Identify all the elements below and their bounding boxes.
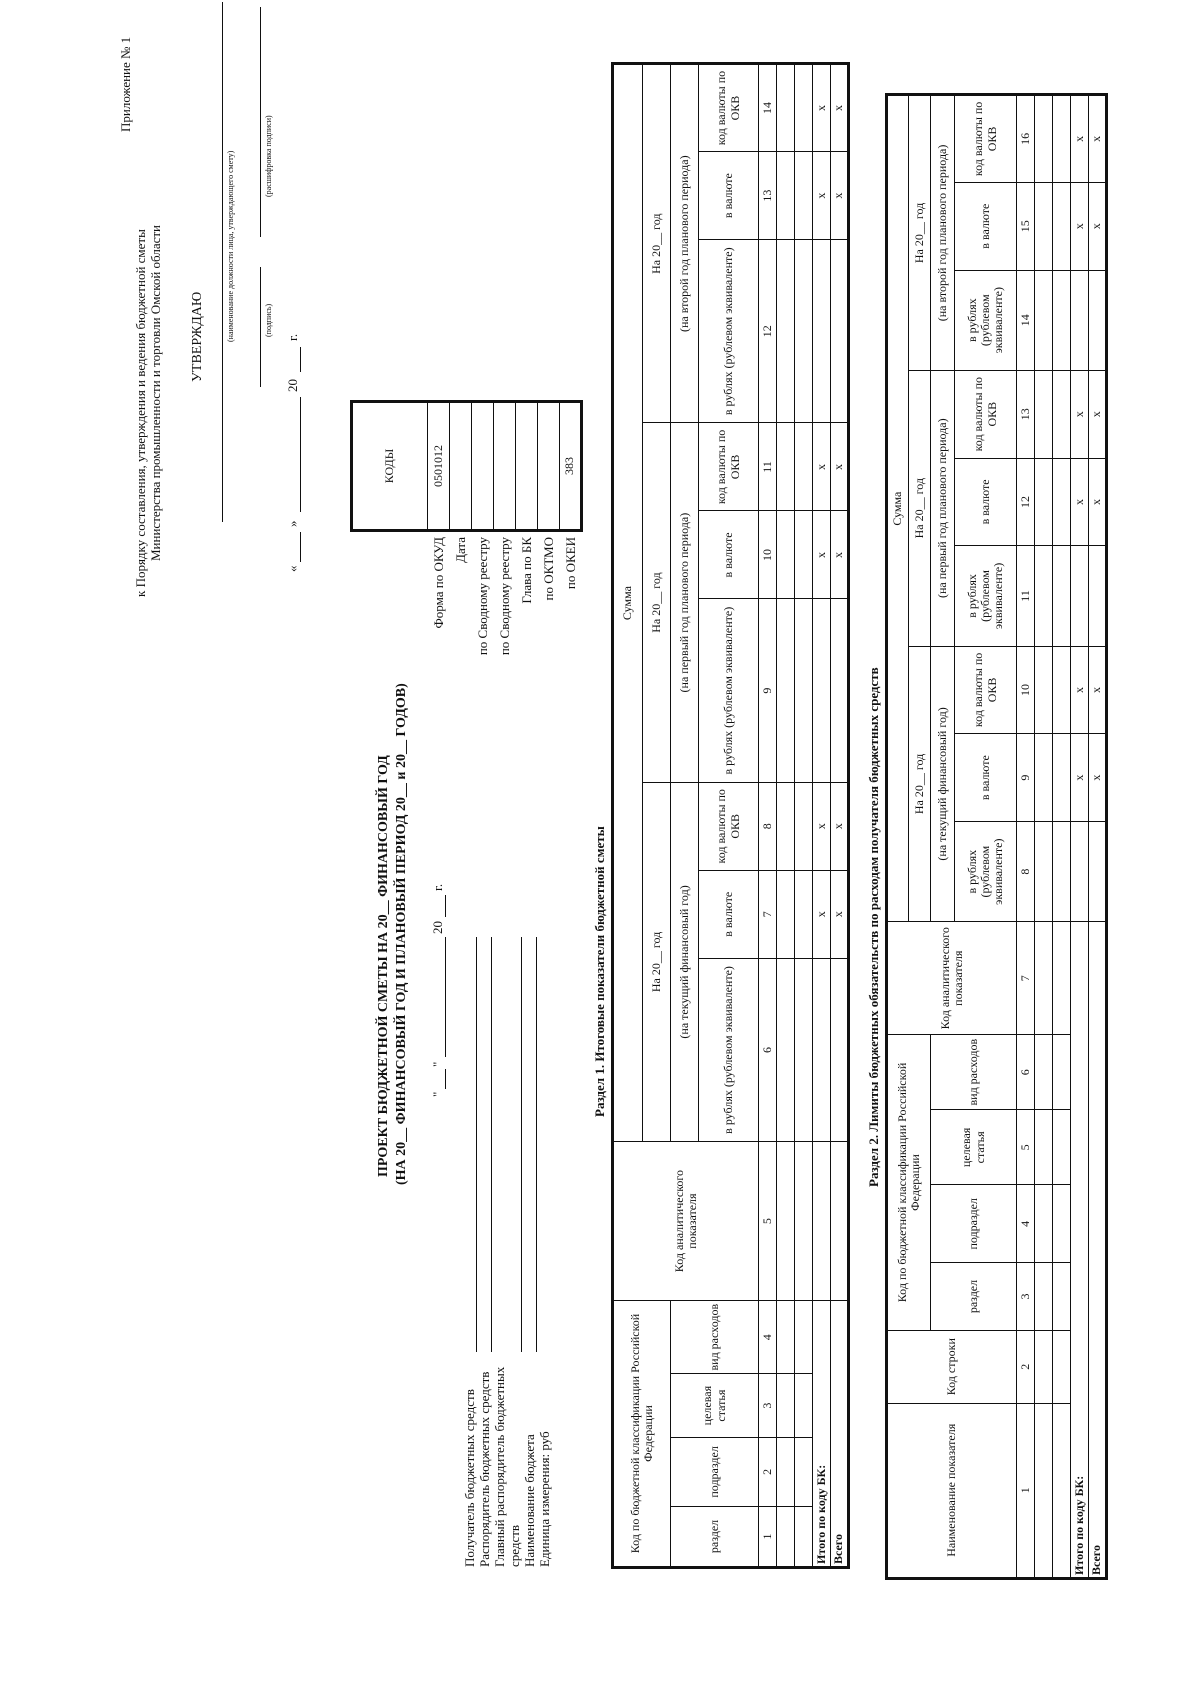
code-label-registry-2: по Сводному реестру: [497, 537, 512, 656]
s2-sub-cur: в валюте: [955, 458, 1017, 546]
code-okei: 383: [560, 402, 582, 531]
s2-sub-rub: в рублях (рублевом эквиваленте): [955, 546, 1017, 646]
s2-col-num: 6: [1017, 1035, 1035, 1110]
s2-year-3-sub: (на второй год планового периода): [931, 95, 955, 371]
s2-col-num: 4: [1017, 1185, 1035, 1263]
s1-x-mark: x: [831, 423, 849, 511]
field-chief-manager-2: средств: [507, 1524, 522, 1567]
s2-col-num: 7: [1017, 922, 1035, 1035]
s1-sub-okv: код валюты по ОКВ: [699, 64, 759, 152]
code-label-okud: Форма по ОКУД: [431, 537, 446, 629]
s1-col-num: 13: [759, 152, 777, 240]
signature-line: [260, 267, 261, 387]
s2-kbk-col-type: вид расходов: [931, 1035, 1017, 1110]
section2-table: [885, 93, 1108, 1580]
s1-col-num: 7: [759, 870, 777, 958]
s1-col-num: 10: [759, 511, 777, 599]
position-line: [222, 2, 223, 522]
s1-year-3: На 20__ год: [643, 64, 671, 423]
s1-kbk-col-type: вид расходов: [671, 1301, 759, 1374]
approve-date-close: »: [285, 520, 300, 527]
s2-x-mark: x: [1089, 182, 1107, 270]
s1-sub-rub: в рублях (рублевом эквиваленте): [699, 240, 759, 423]
code-label-date: Дата: [453, 537, 468, 563]
s2-col-num: 10: [1017, 646, 1035, 734]
section1-table: [611, 62, 850, 1569]
approve-month-line: [300, 397, 301, 512]
table-row: [1035, 95, 1053, 1579]
s2-col-num: 8: [1017, 822, 1035, 922]
s1-col-num: 3: [759, 1374, 777, 1438]
s1-col-num: 8: [759, 782, 777, 870]
s2-kbk-col-section: раздел: [931, 1263, 1017, 1331]
s1-year-2: На 20__ год: [643, 423, 671, 782]
s2-x-mark: x: [1089, 95, 1107, 183]
s2-sub-okv: код валюты по ОКВ: [955, 95, 1017, 183]
title-date-close: ": [430, 1061, 445, 1067]
field-recipient: Получатель бюджетных средств: [462, 1389, 477, 1567]
s1-x-mark: x: [831, 511, 849, 599]
s1-col-num: 1: [759, 1506, 777, 1567]
s2-sub-cur: в валюте: [955, 182, 1017, 270]
s2-x-mark: x: [1071, 370, 1089, 458]
appendix-line-1: к Порядку составления, утверждения и ведения бюджетной сметы: [133, 229, 148, 597]
s1-col-num: 4: [759, 1301, 777, 1374]
approve-date-open: «: [285, 565, 300, 572]
section2-title: Раздел 2. Лимиты бюджетных обязательств по расходам получателя бюджетных средств: [866, 667, 881, 1187]
s1-kbk-col-section: раздел: [671, 1506, 759, 1567]
approve-year-suffix: г.: [285, 333, 300, 341]
s2-col-num: 3: [1017, 1263, 1035, 1331]
table-row: [1053, 95, 1071, 1579]
s1-year-1: На 20__ год: [643, 782, 671, 1141]
s1-kbk-header: Код по бюджетной классификации Российской Федерации: [613, 1301, 671, 1568]
s1-total-all: Всего: [831, 1301, 849, 1568]
field-manager: Распорядитель бюджетных средств: [477, 1371, 492, 1567]
s1-x-mark: x: [831, 870, 849, 958]
s1-sub-cur: в валюте: [699, 870, 759, 958]
codes-table: [350, 400, 583, 532]
s2-x-mark: x: [1089, 370, 1107, 458]
field-chief-line: [521, 937, 522, 1352]
s2-total-all: Всего: [1089, 922, 1107, 1579]
s1-col-num: 5: [759, 1142, 777, 1301]
s2-sub-okv: код валюты по ОКВ: [955, 370, 1017, 458]
s2-col-num: 14: [1017, 270, 1035, 370]
code-label-okei: по ОКЕИ: [563, 537, 578, 590]
s2-col-num: 5: [1017, 1110, 1035, 1185]
s1-sub-rub: в рублях (рублевом эквиваленте): [699, 958, 759, 1141]
s2-year-3: На 20__ год: [909, 95, 931, 371]
s2-col-num: 2: [1017, 1330, 1035, 1403]
s2-total-kbk: Итого по коду БК:: [1071, 922, 1089, 1579]
s1-sub-cur: в валюте: [699, 511, 759, 599]
s2-row-code: Код строки: [887, 1330, 1017, 1403]
field-chief-manager-1: Главный распорядитель бюджетных: [492, 1366, 507, 1567]
s1-col-num: 6: [759, 958, 777, 1141]
s2-analytic-code: Код аналитического показателя: [887, 922, 1017, 1035]
field-manager-line: [491, 937, 492, 1352]
s2-kbk-col-subsection: подраздел: [931, 1185, 1017, 1263]
section1-title: Раздел 1. Итоговые показатели бюджетной сметы: [592, 826, 607, 1117]
s2-year-2-sub: (на первый год планового периода): [931, 370, 955, 646]
s1-col-num: 2: [759, 1437, 777, 1506]
s1-x-mark: x: [831, 782, 849, 870]
s1-year-1-sub: (на текущий финансовый год): [671, 782, 699, 1141]
s1-x-mark: x: [813, 870, 831, 958]
s2-sum-header: Сумма: [887, 95, 909, 922]
s1-x-mark: x: [813, 511, 831, 599]
s1-x-mark: x: [813, 152, 831, 240]
s2-x-mark: x: [1071, 95, 1089, 183]
s2-year-1: На 20__ год: [909, 646, 931, 922]
s1-analytic-code: Код аналитического показателя: [613, 1142, 759, 1301]
s2-x-mark: x: [1071, 458, 1089, 546]
title-day-line: [445, 1069, 446, 1089]
s2-col-num: 16: [1017, 95, 1035, 183]
code-oktmo: [538, 402, 560, 531]
s2-sub-rub: в рублях (рублевом эквиваленте): [955, 822, 1017, 922]
code-registry-1: [472, 402, 494, 531]
document-title-1: ПРОЕКТ БЮДЖЕТНОЙ СМЕТЫ НА 20__ ФИНАНСОВЫЙ ГОД: [376, 755, 391, 1177]
code-date: [450, 402, 472, 531]
table-row: [795, 64, 813, 1568]
s2-sub-rub: в рублях (рублевом эквиваленте): [955, 270, 1017, 370]
s2-col-num: 12: [1017, 458, 1035, 546]
position-caption: (наименование должности лица, утверждающего смету): [226, 150, 235, 342]
appendix-title: Приложение № 1: [118, 36, 133, 132]
s2-year-1-sub: (на текущий финансовый год): [931, 646, 955, 922]
s1-col-num: 12: [759, 240, 777, 423]
approve-day-line: [300, 532, 301, 562]
decoding-line: [260, 7, 261, 237]
title-month-line: [445, 937, 446, 1057]
s2-col-num: 11: [1017, 546, 1035, 646]
signature-caption: (подпись): [264, 303, 273, 337]
approve-label: УТВЕРЖДАЮ: [190, 291, 205, 382]
s2-col-num: 13: [1017, 370, 1035, 458]
s2-x-mark: x: [1071, 182, 1089, 270]
s1-total-kbk: Итого по коду БК:: [813, 1301, 831, 1568]
s1-col-num: 9: [759, 599, 777, 782]
approve-year-prefix: 20: [285, 379, 300, 392]
field-budget-line: [536, 937, 537, 1352]
s1-sub-rub: в рублях (рублевом эквиваленте): [699, 599, 759, 782]
code-label-oktmo: по ОКТМО: [541, 537, 556, 601]
s2-x-mark: x: [1089, 646, 1107, 734]
s2-sub-okv: код валюты по ОКВ: [955, 646, 1017, 734]
s1-sub-cur: в валюте: [699, 152, 759, 240]
code-label-registry-1: по Сводному реестру: [475, 537, 490, 656]
s2-kbk-col-target: целевая статья: [931, 1110, 1017, 1185]
s1-x-mark: x: [831, 64, 849, 152]
s1-sum-header: Сумма: [613, 64, 643, 1142]
s1-x-mark: x: [813, 782, 831, 870]
title-year-suffix: г.: [430, 883, 445, 891]
s1-year-3-sub: (на второй год планового периода): [671, 64, 699, 423]
s2-x-mark: x: [1089, 734, 1107, 822]
s1-kbk-col-subsection: подраздел: [671, 1437, 759, 1506]
s1-sub-okv: код валюты по ОКВ: [699, 423, 759, 511]
s2-x-mark: x: [1071, 734, 1089, 822]
s1-year-2-sub: (на первый год планового периода): [671, 423, 699, 782]
decoding-caption: (расшифровка подписи): [264, 115, 273, 197]
s2-x-mark: x: [1071, 646, 1089, 734]
code-label-bk: Глава по БК: [519, 537, 534, 604]
s2-kbk-header: Код по бюджетной классификации Российской Федерации: [887, 1035, 931, 1331]
appendix-line-2: Министерства промышленности и торговли Омской области: [148, 224, 163, 561]
title-date-open: ": [430, 1091, 445, 1097]
code-registry-2: [494, 402, 516, 531]
s1-x-mark: x: [813, 64, 831, 152]
s1-kbk-col-target: целевая статья: [671, 1374, 759, 1438]
s2-name-col: Наименование показателя: [887, 1403, 1017, 1578]
s1-col-num: 14: [759, 64, 777, 152]
field-unit: Единица измерения: руб: [537, 1431, 552, 1567]
s1-x-mark: x: [813, 423, 831, 511]
title-year-prefix: 20: [430, 921, 445, 934]
s2-col-num: 15: [1017, 182, 1035, 270]
document-title-2: (НА 20__ ФИНАНСОВЫЙ ГОД И ПЛАНОВЫЙ ПЕРИОД 20__ и 20__ ГОДОВ): [394, 683, 409, 1185]
title-year-line: [445, 895, 446, 917]
table-row: [777, 64, 795, 1568]
s2-col-num: 1: [1017, 1403, 1035, 1578]
s1-sub-okv: код валюты по ОКВ: [699, 782, 759, 870]
field-budget-name: Наименование бюджета: [522, 1434, 537, 1567]
approve-year-line: [300, 347, 301, 372]
s1-x-mark: x: [831, 152, 849, 240]
code-okud: 0501012: [428, 402, 450, 531]
field-recipient-line: [476, 937, 477, 1352]
code-bk-chapter: [516, 402, 538, 531]
s2-col-num: 9: [1017, 734, 1035, 822]
s2-year-2: На 20__ год: [909, 370, 931, 646]
s2-x-mark: x: [1089, 458, 1107, 546]
s1-col-num: 11: [759, 423, 777, 511]
codes-header: КОДЫ: [352, 402, 428, 531]
s2-sub-cur: в валюте: [955, 734, 1017, 822]
